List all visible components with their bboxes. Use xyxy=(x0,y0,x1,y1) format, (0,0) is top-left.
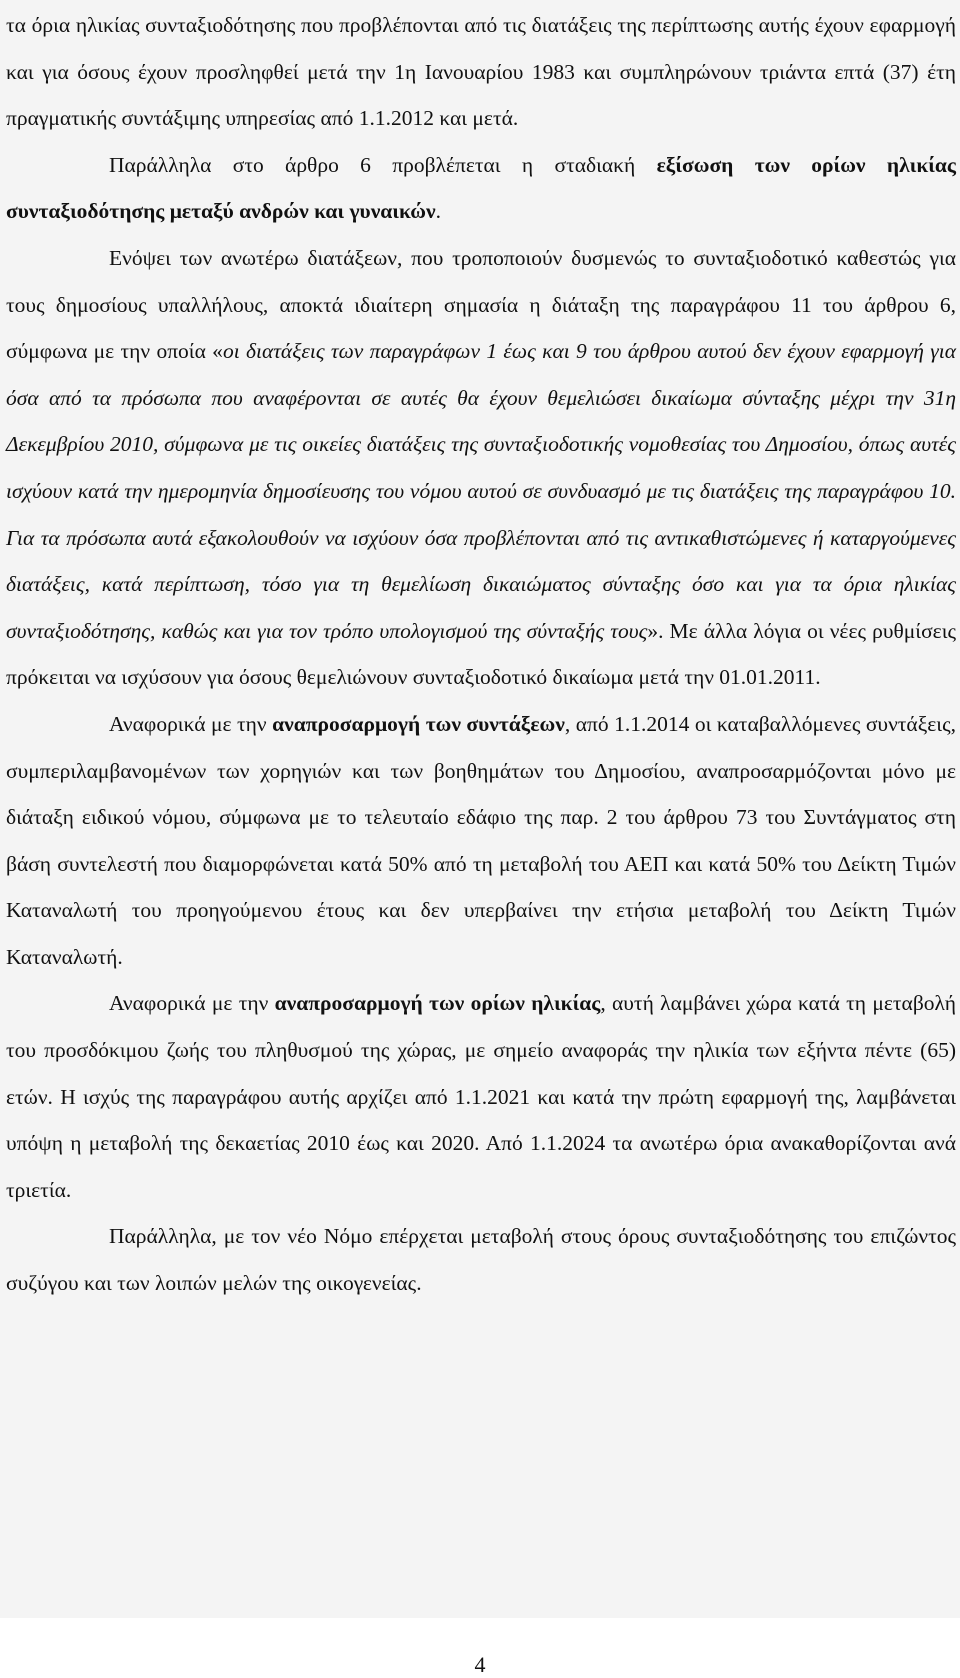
paragraph xyxy=(6,701,956,981)
bold-text: αναπροσαρμογή των συντάξεων xyxy=(272,711,565,736)
text-run: Αναφορικά με την xyxy=(109,991,275,1016)
text-run: , αυτή λαμβάνει χώρα κατά τη μεταβολή του προσδόκιμου ζωής του πληθυσμού της χώρας, με σημείο αναφοράς την ηλικία των εξήντα πέντε (65) ετών. Η ισχύς της παραγράφου αυτής αρχίζει από 1.1.2021 και κατά την πρώτη εφαρμογή της, λαμβάνεται υπόψη η μεταβολή της δεκαετίας 2010 έως και 2020. Από 1.1.2024 τα ανωτέρω όρια ανακαθορίζονται ανά τριετία. xyxy=(6,991,956,1202)
paragraph xyxy=(6,980,956,1213)
document-body xyxy=(6,2,956,1307)
paragraph xyxy=(6,1213,956,1306)
text-run: Ενόψει των ανωτέρω διατάξεων, που τροποποιούν δυσμενώς το συνταξιοδοτικό καθεστώς για τους δημοσίους υπαλλήλους, αποκτά ιδιαίτερη σημασία η διάταξη της παραγράφου 11 του άρθρου 6, σύμφωνα με την οποία « xyxy=(6,245,956,364)
paragraph xyxy=(6,142,956,235)
italic-quote: οι διατάξεις των παραγράφων 1 έως και 9 του άρθρου αυτού δεν έχουν εφαρμογή για όσα από τα πρόσωπα που αναφέρονται σε αυτές θα έχουν θεμελιώσει δικαίωμα σύνταξης μέχρι την 31η Δεκεμβρίου 2010, σύμφωνα με τις οικείες διατάξεις της συνταξιοδοτικής νομοθεσίας του Δημοσίου, όπως αυτές ισχύουν κατά την ημερομηνία δημοσίευσης του νόμου αυτού σε συνδυασμό με τις διατάξεις της παραγράφου 10. Για τα πρόσωπα αυτά εξακολουθούν να ισχύουν όσα προβλέπονται από τις αντικαθιστώμενες ή καταργούμενες διατάξεις, κατά περίπτωση, τόσο για τη θεμελίωση δικαιώματος σύνταξης όσο και για τα όρια ηλικίας συνταξιοδότησης, καθώς και για τον τρόπο υπολογισμού της σύνταξής τους xyxy=(6,339,956,643)
bold-text: εξίσωση των ορίων ηλικίας συνταξιοδότησης μεταξύ ανδρών και γυναικών xyxy=(6,152,956,224)
text-run: τα όρια ηλικίας συνταξιοδότησης που προβλέπονται από τις διατάξεις της περίπτωσης αυτής έχουν εφαρμογή και για όσους έχουν προσληφθεί μετά την 1η Ιανουαρίου 1983 και συμπληρώνουν τριάντα επτά (37) έτη πραγματικής συντάξιμης υπηρεσίας από 1.1.2012 και μετά. xyxy=(6,13,956,131)
bold-text: αναπροσαρμογή των ορίων ηλικίας xyxy=(274,991,601,1016)
paragraph xyxy=(6,2,956,142)
text-run: . xyxy=(435,199,441,224)
paragraph xyxy=(6,235,956,701)
text-run: Παράλληλα στο άρθρο 6 προβλέπεται η σταδιακή xyxy=(109,152,657,177)
text-run: Αναφορικά με την xyxy=(109,711,273,736)
text-run: Παράλληλα, με τον νέο Νόμο επέρχεται μεταβολή στους όρους συνταξιοδότησης του επιζώντος συζύγου και των λοιπών μελών της οικογενείας. xyxy=(6,1224,956,1296)
page-number: 4 xyxy=(474,1652,486,1677)
text-run: , από 1.1.2014 οι καταβαλλόμενες συντάξεις, συμπεριλαμβανομένων των χορηγιών και των βοηθημάτων του Δημοσίου, αναπροσαρμόζονται μόνο με διάταξη ειδικού νόμου, σύμφωνα με το τελευταίο εδάφιο της παρ. 2 του άρθρου 73 του Συντάγματος στη βάση συντελεστή που διαμορφώνεται κατά 50% από τη μεταβολή του ΑΕΠ και κατά 50% του Δείκτη Τιμών Καταναλωτή του προηγούμενου έτους και δεν υπερβαίνει την ετήσια μεταβολή του Δείκτη Τιμών Καταναλωτή. xyxy=(6,711,956,969)
text-run: ». Με άλλα λόγια οι νέες ρυθμίσεις πρόκειται να ισχύσουν για όσους θεμελιώνουν συνταξιοδοτικό δικαίωμα μετά την 01.01.2011. xyxy=(6,618,956,690)
